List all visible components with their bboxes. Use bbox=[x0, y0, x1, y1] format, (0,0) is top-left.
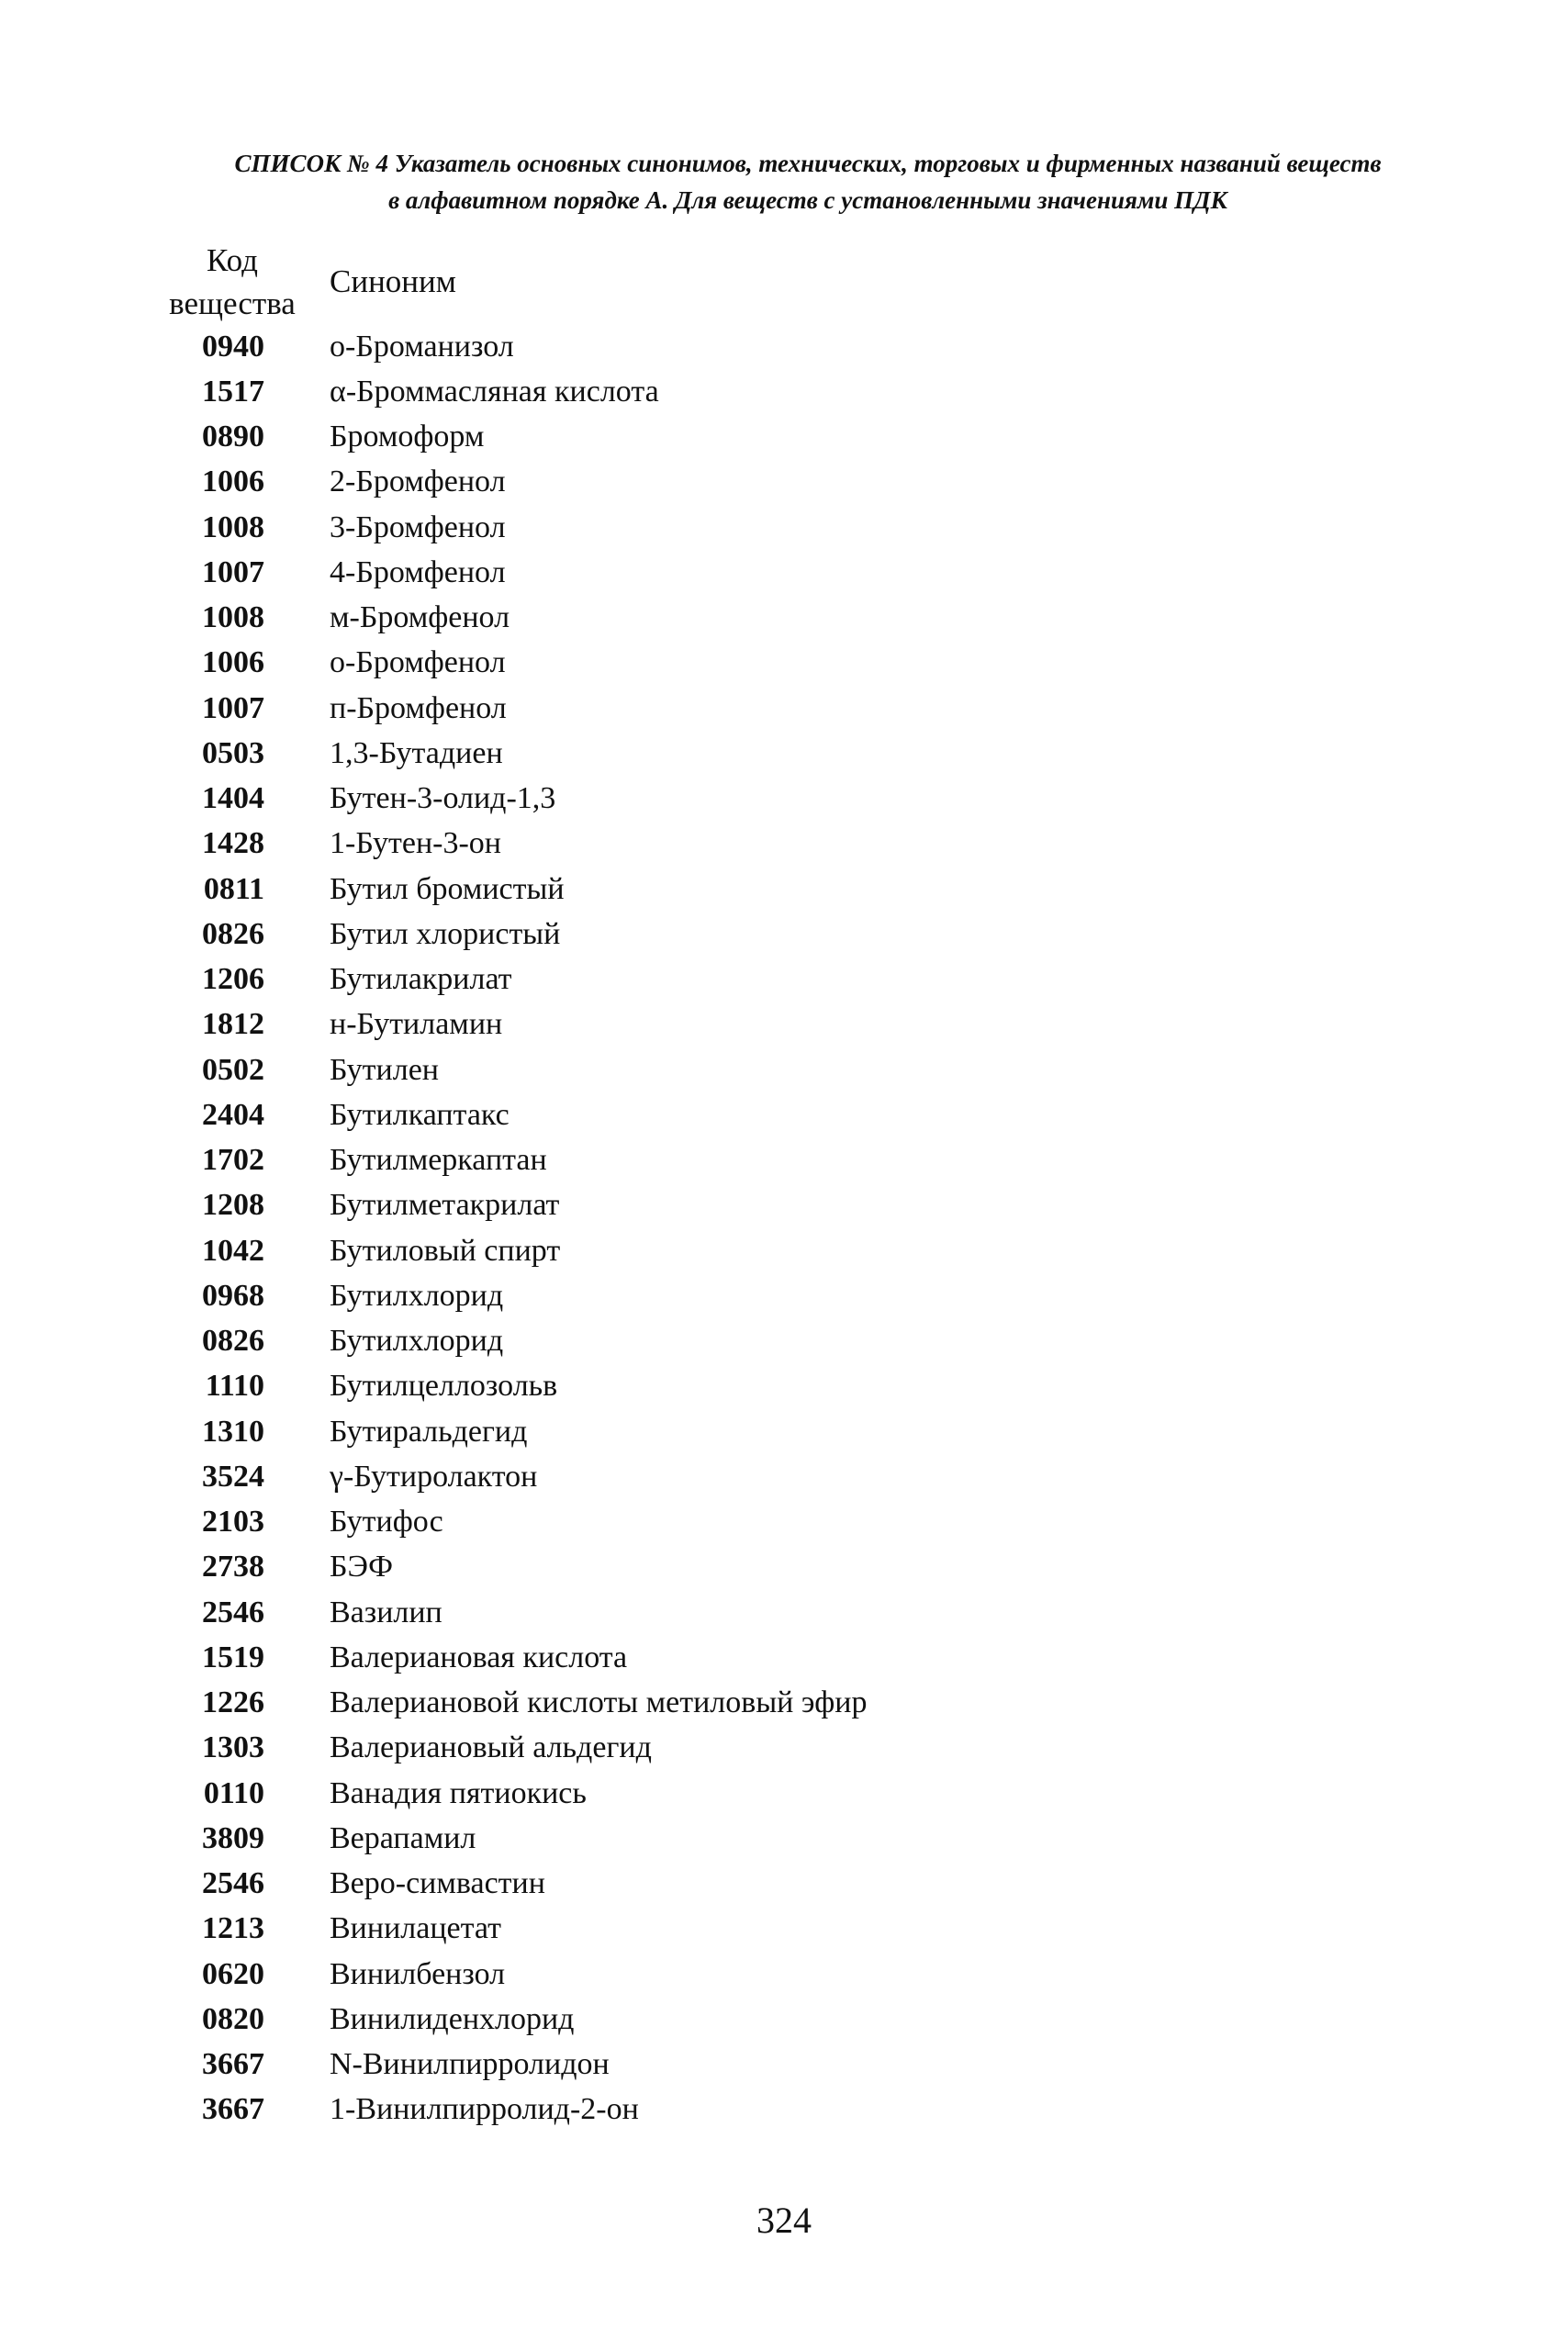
synonym-name: Бутен-3-олид-1,3 bbox=[330, 781, 556, 816]
synonym-name: БЭФ bbox=[330, 1550, 393, 1584]
substance-code: 1310 bbox=[202, 1414, 264, 1449]
table-row bbox=[138, 1002, 1331, 1047]
list-header-line-1: СПИСОК № 4 Указатель основных синонимов, технических, торговых и фирменных названий веществ bbox=[234, 150, 1382, 177]
substance-code: 2404 bbox=[202, 1097, 264, 1132]
synonym-name: Верапамил bbox=[330, 1820, 476, 1855]
table-row bbox=[138, 912, 1331, 957]
synonym-name: 1,3-Бутадиен bbox=[330, 735, 503, 770]
synonym-name: п-Бромфенол bbox=[330, 690, 507, 725]
substance-code: 3667 bbox=[202, 2047, 264, 2082]
substance-code: 1213 bbox=[202, 1911, 264, 1946]
table-row bbox=[138, 505, 1331, 550]
substance-code: 0502 bbox=[202, 1052, 264, 1087]
synonym-name: Бутилметакрилат bbox=[330, 1188, 560, 1223]
synonym-name: Бутифос bbox=[330, 1505, 443, 1539]
table-row bbox=[138, 1092, 1331, 1137]
synonym-name: м-Бромфенол bbox=[330, 600, 510, 635]
synonym-name: Вазилип bbox=[330, 1595, 442, 1629]
substance-code: 0110 bbox=[203, 1775, 264, 1810]
table-row bbox=[138, 777, 1331, 822]
substance-code: 0826 bbox=[202, 1324, 264, 1359]
table-row bbox=[138, 1590, 1331, 1635]
table-row bbox=[138, 1862, 1331, 1907]
synonym-name: Бутил бромистый bbox=[330, 871, 565, 906]
table-row bbox=[138, 460, 1331, 505]
synonym-table bbox=[138, 324, 1331, 2133]
synonym-name: Валериановый альдегид bbox=[330, 1730, 652, 1765]
synonym-name: 1-Винилпирролид-2-он bbox=[330, 2092, 639, 2127]
table-row bbox=[138, 2088, 1331, 2133]
table-row bbox=[138, 1228, 1331, 1273]
table-row bbox=[138, 1907, 1331, 1952]
table-row bbox=[138, 1454, 1331, 1499]
table-row bbox=[138, 1952, 1331, 1997]
page-number: 324 bbox=[756, 2200, 812, 2241]
synonym-name: Винилацетат bbox=[330, 1911, 501, 1946]
synonym-name: Винилбензол bbox=[330, 1956, 506, 1991]
table-row bbox=[138, 1726, 1331, 1771]
substance-code: 1008 bbox=[202, 600, 264, 635]
substance-code: 0826 bbox=[202, 916, 264, 951]
list-header-line-2: в алфавитном порядке А. Для веществ с установленными значениями ПДК bbox=[388, 186, 1227, 214]
synonym-name: Веро-симвастин bbox=[330, 1866, 545, 1901]
synonym-name: Бромоформ bbox=[330, 420, 485, 454]
substance-code: 1404 bbox=[202, 781, 264, 816]
table-row bbox=[138, 2043, 1331, 2088]
synonym-name: γ-Бутиролактон bbox=[330, 1459, 538, 1494]
substance-code: 0968 bbox=[202, 1278, 264, 1313]
substance-code: 1812 bbox=[202, 1007, 264, 1042]
code-column-header-line-1: Код bbox=[207, 242, 258, 278]
table-row bbox=[138, 369, 1331, 414]
synonym-name: 2-Бромфенол bbox=[330, 465, 506, 499]
table-row bbox=[138, 867, 1331, 912]
substance-code: 0890 bbox=[202, 420, 264, 454]
substance-code: 1208 bbox=[202, 1188, 264, 1223]
synonym-name: Валериановой кислоты метиловый эфир bbox=[330, 1685, 868, 1720]
table-row bbox=[138, 1997, 1331, 2042]
substance-code: 1702 bbox=[202, 1143, 264, 1178]
table-row bbox=[138, 686, 1331, 731]
substance-code: 0620 bbox=[202, 1956, 264, 1991]
synonym-name: о-Броманизол bbox=[330, 329, 514, 364]
synonym-name: Бутил хлористый bbox=[330, 916, 561, 951]
synonym-name: Бутилакрилат bbox=[330, 962, 512, 997]
substance-code: 1303 bbox=[202, 1730, 264, 1765]
substance-code: 1007 bbox=[202, 690, 264, 725]
table-row bbox=[138, 641, 1331, 686]
synonym-name: Бутиральдегид bbox=[330, 1414, 528, 1449]
synonym-name: о-Бромфенол bbox=[330, 645, 506, 680]
substance-code: 1042 bbox=[202, 1233, 264, 1268]
substance-code: 0811 bbox=[203, 871, 264, 906]
synonym-name: Бутилцеллозольв bbox=[330, 1369, 558, 1404]
substance-code: 1006 bbox=[202, 465, 264, 499]
table-row bbox=[138, 957, 1331, 1002]
synonym-name: н-Бутиламин bbox=[330, 1007, 503, 1042]
synonym-name: Бутилхлорид bbox=[330, 1278, 504, 1313]
table-row bbox=[138, 596, 1331, 641]
table-row bbox=[138, 1273, 1331, 1318]
substance-code: 2546 bbox=[202, 1866, 264, 1901]
synonym-name: N-Винилпирролидон bbox=[330, 2047, 610, 2082]
substance-code: 1226 bbox=[202, 1685, 264, 1720]
synonym-name: Бутилен bbox=[330, 1052, 439, 1087]
table-row bbox=[138, 822, 1331, 867]
synonym-name: Валериановая кислота bbox=[330, 1640, 628, 1674]
table-row bbox=[138, 1545, 1331, 1590]
substance-code: 3809 bbox=[202, 1820, 264, 1855]
code-column-header bbox=[154, 239, 310, 325]
table-row bbox=[138, 1047, 1331, 1092]
substance-code: 1008 bbox=[202, 509, 264, 544]
table-row bbox=[138, 1364, 1331, 1409]
table-row bbox=[138, 1771, 1331, 1816]
substance-code: 2103 bbox=[202, 1505, 264, 1539]
table-row bbox=[138, 1409, 1331, 1454]
list-header bbox=[138, 145, 1478, 218]
synonym-name: Винилиденхлорид bbox=[330, 2001, 575, 2036]
substance-code: 1428 bbox=[202, 826, 264, 861]
synonym-column-header: Синоним bbox=[330, 263, 456, 299]
substance-code: 1006 bbox=[202, 645, 264, 680]
synonym-name: Бутиловый спирт bbox=[330, 1233, 561, 1268]
table-row bbox=[138, 1681, 1331, 1726]
table-row bbox=[138, 1500, 1331, 1545]
synonym-name: 3-Бромфенол bbox=[330, 509, 506, 544]
table-row bbox=[138, 1183, 1331, 1228]
substance-code: 3667 bbox=[202, 2092, 264, 2127]
synonym-name: Бутилхлорид bbox=[330, 1324, 504, 1359]
table-row bbox=[138, 1635, 1331, 1680]
substance-code: 3524 bbox=[202, 1459, 264, 1494]
substance-code: 0820 bbox=[202, 2001, 264, 2036]
table-row bbox=[138, 550, 1331, 595]
synonym-name: Ванадия пятиокись bbox=[330, 1775, 587, 1810]
substance-code: 1206 bbox=[202, 962, 264, 997]
code-column-header-line-2: вещества bbox=[169, 286, 296, 321]
table-row bbox=[138, 1138, 1331, 1183]
synonym-name: 1-Бутен-3-он bbox=[330, 826, 501, 861]
synonym-name: 4-Бромфенол bbox=[330, 554, 506, 589]
substance-code: 1110 bbox=[205, 1369, 264, 1404]
substance-code: 1007 bbox=[202, 554, 264, 589]
synonym-name: Бутилкаптакс bbox=[330, 1097, 510, 1132]
substance-code: 0940 bbox=[202, 329, 264, 364]
substance-code: 2738 bbox=[202, 1550, 264, 1584]
table-row bbox=[138, 415, 1331, 460]
substance-code: 1519 bbox=[202, 1640, 264, 1674]
table-row bbox=[138, 1816, 1331, 1861]
substance-code: 1517 bbox=[202, 374, 264, 409]
table-row bbox=[138, 324, 1331, 369]
synonym-name: Бутилмеркаптан bbox=[330, 1143, 547, 1178]
table-row bbox=[138, 1319, 1331, 1364]
synonym-name: α-Броммасляная кислота bbox=[330, 374, 659, 409]
substance-code: 0503 bbox=[202, 735, 264, 770]
substance-code: 2546 bbox=[202, 1595, 264, 1629]
table-row bbox=[138, 731, 1331, 776]
